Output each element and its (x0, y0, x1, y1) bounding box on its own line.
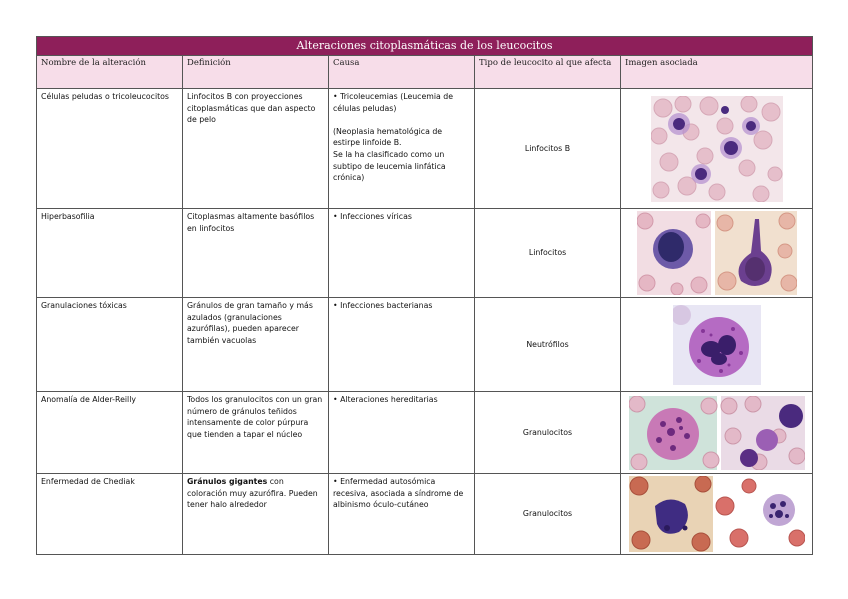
alteration-cause: • Tricoleucemias (Leucemia de células peludas) (Neoplasia hematológica de estirpe linfoide B. Se la ha clasificado como un subtipo de leucemia linfática crónica) (329, 89, 475, 209)
alder-reilly-micrograph (629, 396, 805, 470)
alteration-cause: • Enfermedad autosómica recesiva, asociada a síndrome de albinismo óculo-cutáneo (329, 474, 475, 555)
leukocyte-type: Linfocitos (475, 209, 621, 298)
associated-image-cell (621, 209, 813, 298)
alteration-name: Granulaciones tóxicas (37, 298, 183, 392)
leukocyte-type: Granulocitos (475, 474, 621, 555)
hairy-cells-micrograph (651, 96, 783, 202)
leukocyte-alterations-table (36, 36, 813, 555)
associated-image-cell (621, 392, 813, 474)
leukocyte-type: Linfocitos B (475, 89, 621, 209)
header-definition: Definición (183, 56, 329, 89)
leukocyte-type: Neutrófilos (475, 298, 621, 392)
table-row (37, 474, 813, 555)
definition-bold-text: Gránulos gigantes (187, 477, 268, 486)
alteration-definition: Gránulos de gran tamaño y más azulados (granulaciones azurófilas), pueden aparecer también vacuolas (183, 298, 329, 392)
header-image: Imagen asociada (621, 56, 813, 89)
header-cause: Causa (329, 56, 475, 89)
alteration-name: Anomalía de Alder-Reilly (37, 392, 183, 474)
associated-image-cell (621, 89, 813, 209)
alteration-definition (183, 474, 329, 555)
chediak-micrograph (629, 476, 805, 552)
alteration-definition: Linfocitos B con proyecciones citoplasmáticas que dan aspecto de pelo (183, 89, 329, 209)
leukocyte-type: Granulocitos (475, 392, 621, 474)
header-type: Tipo de leucocito al que afecta (475, 56, 621, 89)
alteration-name: Células peludas o tricoleucocitos (37, 89, 183, 209)
definition-rest-text: con coloración muy azurófira. Pueden tener halo alrededor (187, 477, 318, 510)
alteration-cause: • Infecciones víricas (329, 209, 475, 298)
toxic-granulation-micrograph (673, 305, 761, 385)
alteration-definition: Citoplasmas altamente basófilos en linfocitos (183, 209, 329, 298)
table-title: Alteraciones citoplasmáticas de los leucocitos (37, 37, 813, 56)
alteration-name: Hiperbasofilia (37, 209, 183, 298)
table-row (37, 298, 813, 392)
associated-image-cell (621, 298, 813, 392)
associated-image-cell (621, 474, 813, 555)
table-row (37, 209, 813, 298)
header-name: Nombre de la alteración (37, 56, 183, 89)
alteration-definition: Todos los granulocitos con un gran número de gránulos teñidos intensamente de color púrpura que tienden a tapar el núcleo (183, 392, 329, 474)
table-row (37, 392, 813, 474)
alteration-cause: • Infecciones bacterianas (329, 298, 475, 392)
alteration-name: Enfermedad de Chediak (37, 474, 183, 555)
table-row (37, 89, 813, 209)
alteration-cause: • Alteraciones hereditarias (329, 392, 475, 474)
basophilic-lymphocytes-micrograph (637, 211, 797, 295)
